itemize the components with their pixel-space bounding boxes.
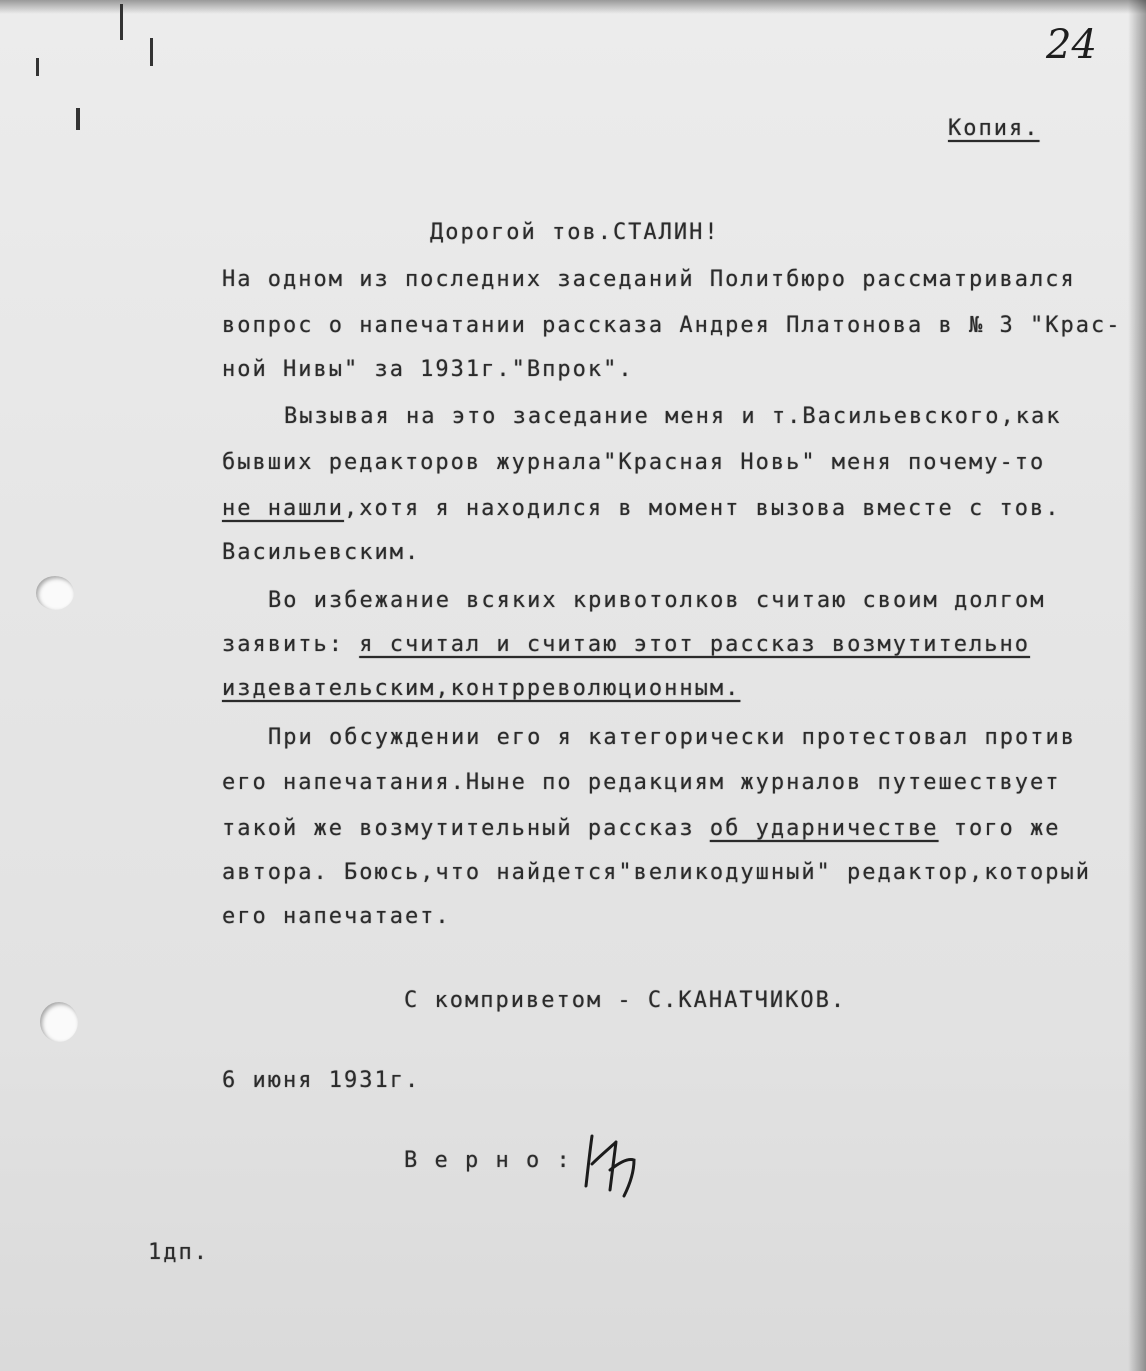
- salutation: Дорогой тов.СТАЛИН!: [430, 220, 720, 245]
- body-line: ной Нивы" за 1931г."Впрок".: [222, 357, 634, 382]
- body-line: его напечатания.Ныне по редакциям журналов путешествует: [222, 770, 1061, 795]
- handwritten-signature: [572, 1124, 652, 1204]
- underlined-phrase: издевательским,контрреволюционным.: [222, 676, 741, 701]
- body-line: [222, 496, 1061, 521]
- footer-code-text: дп.: [163, 1240, 209, 1265]
- copy-label: Копия.: [948, 116, 1040, 141]
- body-line: Во избежание всяких кривотолков считаю своим долгом: [268, 588, 1046, 613]
- footer-code: [148, 1240, 209, 1265]
- body-line: автора. Боюсь,что найдется"великодушный" редактор,который: [222, 860, 1091, 885]
- body-line: Вызывая на это заседание меня и т.Васильевского,как: [284, 404, 1062, 429]
- body-text: такой же возмутительный рассказ: [222, 816, 710, 841]
- margin-mark: [120, 4, 123, 40]
- body-text: того же: [938, 816, 1061, 841]
- underlined-phrase: я считал и считаю этот рассказ возмутительно: [359, 632, 1031, 657]
- footer-count: 1: [148, 1240, 164, 1265]
- folio-number: 24: [1046, 22, 1097, 68]
- punch-hole-bottom: [40, 1002, 78, 1042]
- body-line: его напечатает.: [222, 904, 451, 929]
- body-line: На одном из последних заседаний Политбюро рассматривался: [222, 267, 1076, 292]
- body-line: Васильевским.: [222, 540, 421, 565]
- scan-top-shadow: [0, 0, 1146, 14]
- body-line: бывших редакторов журнала"Красная Новь" меня почему-то: [222, 450, 1046, 475]
- body-text: ,хотя я находился в момент вызова вместе с тов.: [343, 496, 1061, 521]
- punch-hole-top: [36, 576, 74, 610]
- scan-edge-shadow: [1128, 0, 1146, 1371]
- closing-signature-line: С комприветом - С.КАНАТЧИКОВ.: [404, 988, 847, 1013]
- underlined-phrase: об ударничестве: [709, 816, 939, 841]
- margin-mark: [150, 38, 153, 66]
- body-line: [222, 632, 1030, 657]
- body-line: [222, 816, 1061, 841]
- margin-mark: [76, 108, 80, 130]
- underlined-phrase: не нашли: [222, 496, 344, 521]
- body-line: вопрос о напечатании рассказа Андрея Платонова в № 3 "Крас-: [222, 313, 1122, 338]
- margin-mark: [36, 58, 39, 76]
- body-line: При обсуждении его я категорически протестовал против: [268, 725, 1076, 750]
- certification-label: В е р н о :: [404, 1148, 572, 1173]
- body-text: заявить:: [222, 632, 360, 657]
- letter-date: 6 июня 1931г.: [222, 1068, 421, 1093]
